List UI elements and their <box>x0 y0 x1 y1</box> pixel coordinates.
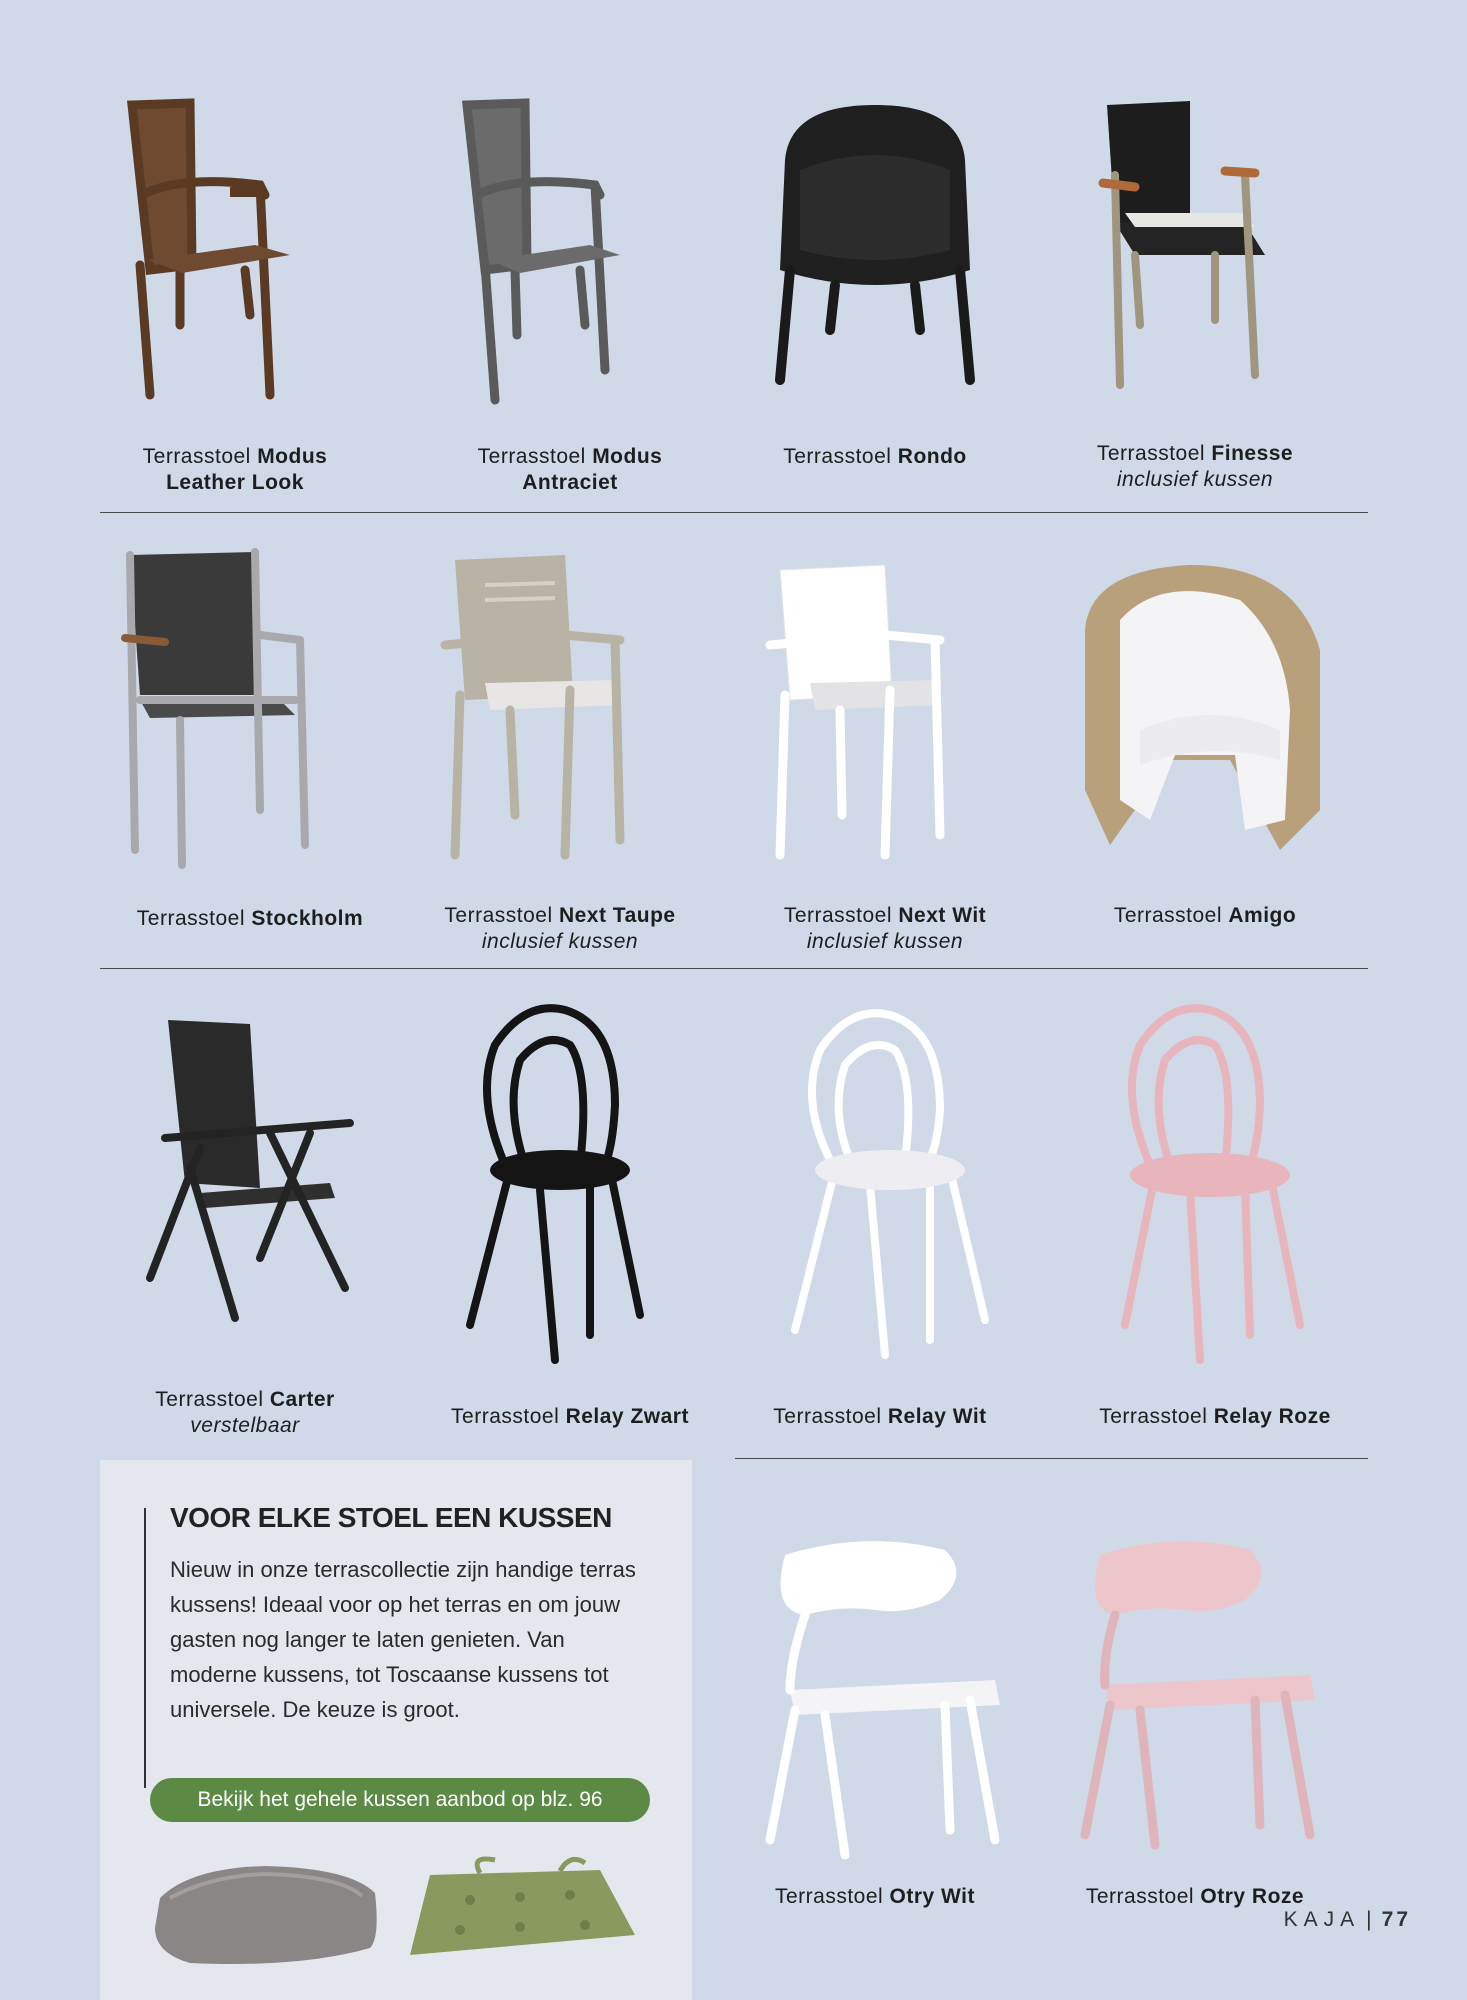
page-footer <box>1284 1908 1411 1932</box>
caption-relay-roze: Terrasstoel Relay Roze <box>1099 1405 1331 1428</box>
cushion-image-grey <box>150 1858 380 1968</box>
cushion-promo-panel <box>100 1460 692 2000</box>
caption-relay-wit: Terrasstoel Relay Wit <box>773 1405 987 1428</box>
row-divider-1 <box>100 512 1368 513</box>
chair-image-amigo <box>1080 560 1330 860</box>
caption-modus-leather-look: Terrasstoel Modus Leather Look <box>142 445 328 494</box>
footer-brand: KAJA <box>1283 1908 1361 1931</box>
caption-stockholm: Terrasstoel Stockholm <box>136 907 364 930</box>
chair-image-otry-wit <box>765 1540 1005 1860</box>
caption-relay-zwart: Terrasstoel Relay Zwart <box>451 1405 689 1428</box>
promo-body: Nieuw in onze terrascollectie zijn handige terras kussens! Ideaal voor op het terras en om jouw gasten nog langer te laten genieten. Van moderne kussens, tot Toscaanse kussens tot universele. De keuze is groot. <box>170 1557 636 1722</box>
caption-modus-antraciet: Terrasstoel Modus Antraciet <box>477 445 663 494</box>
chair-image-relay-roze <box>1110 1005 1320 1365</box>
promo-accent-bar <box>144 1508 146 1788</box>
chair-image-otry-roze <box>1075 1535 1320 1855</box>
page-number: 77 <box>1381 1908 1411 1931</box>
chair-image-modus-antraciet <box>455 95 685 415</box>
caption-rondo: Terrasstoel Rondo <box>783 445 967 468</box>
chair-image-carter <box>150 1018 360 1328</box>
chair-image-modus-leather-look <box>120 95 350 415</box>
caption-otry-roze: Terrasstoel Otry Roze <box>1085 1885 1305 1908</box>
chair-image-next-taupe <box>445 555 685 870</box>
caption-otry-wit: Terrasstoel Otry Wit <box>774 1885 976 1908</box>
row-divider-2 <box>100 968 1368 969</box>
cushion-offer-button[interactable]: Bekijk het gehele kussen aanbod op blz. 96 <box>150 1778 650 1822</box>
caption-next-wit: Terrasstoel Next Wit inclusief kussen <box>783 904 987 953</box>
chair-image-relay-zwart <box>465 1005 655 1365</box>
chair-image-relay-wit <box>790 1010 1000 1360</box>
caption-carter: Terrasstoel Carter verstelbaar <box>155 1388 335 1437</box>
promo-heading: VOOR ELKE STOEL EEN KUSSEN <box>170 1502 612 1533</box>
cushion-image-green <box>400 1855 640 1970</box>
chair-image-rondo <box>765 100 985 400</box>
footer-separator: | <box>1366 1908 1372 1931</box>
caption-finesse: Terrasstoel Finesse inclusief kussen <box>1096 442 1294 491</box>
caption-next-taupe: Terrasstoel Next Taupe inclusief kussen <box>444 904 676 953</box>
row-divider-3 <box>735 1458 1368 1459</box>
chair-image-next-wit <box>770 565 1000 870</box>
chair-image-finesse <box>1095 95 1315 405</box>
chair-image-stockholm <box>120 550 370 870</box>
caption-amigo: Terrasstoel Amigo <box>1113 904 1297 927</box>
